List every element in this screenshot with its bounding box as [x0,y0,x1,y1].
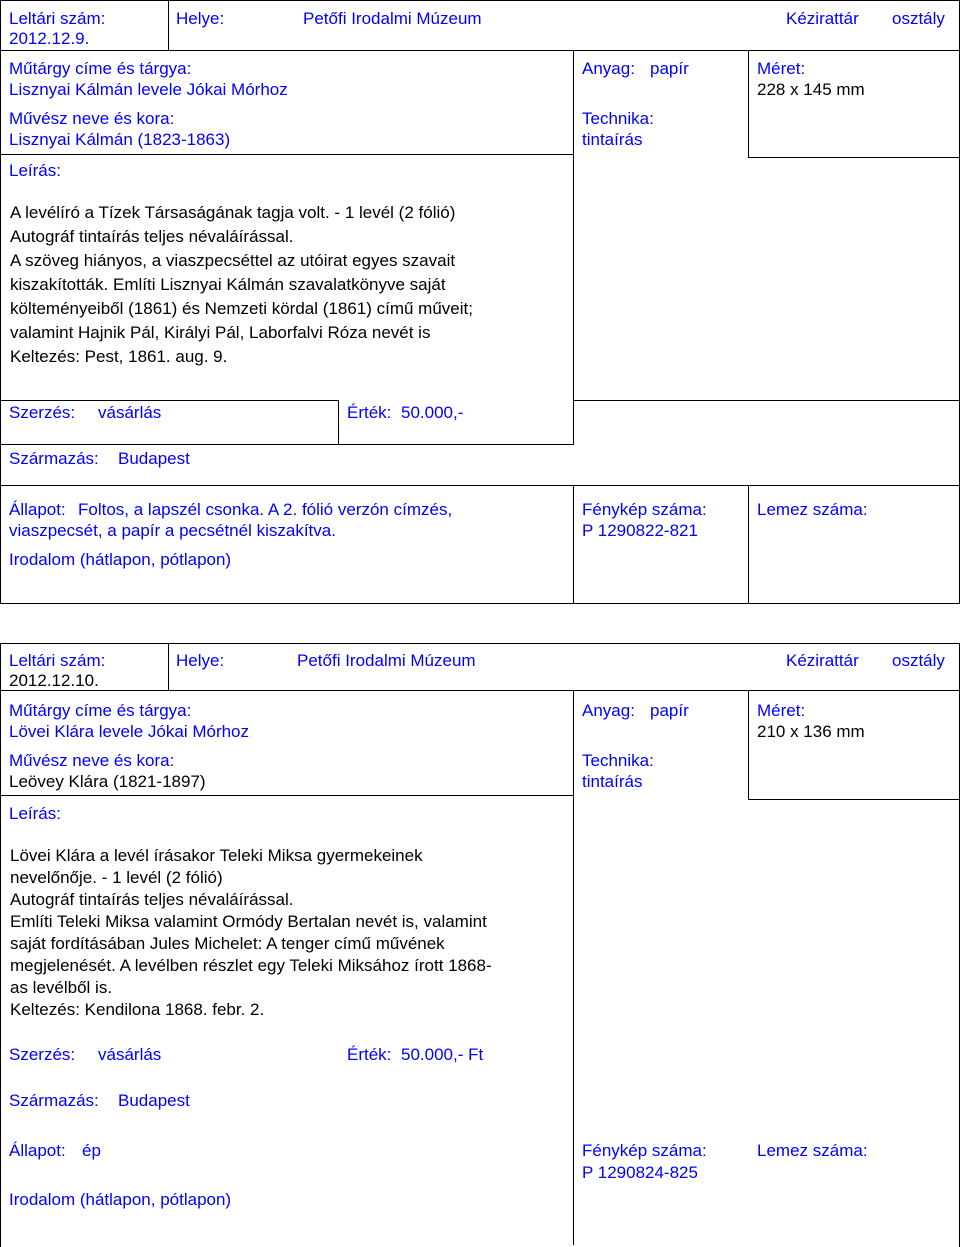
plate-label: Lemez száma: [757,1141,868,1160]
inventory-number: 2012.12.10. [9,671,99,690]
value-label: Érték: [347,403,392,422]
condition-label: Állapot: [9,1141,66,1160]
inventory-label: Leltári szám: [9,651,106,670]
institution-name: Petőfi Irodalmi Múzeum [303,9,482,28]
description-line: valamint Hajnik Pál, Királyi Pál, Laborfalvi Róza nevét is [10,323,431,342]
description-text [10,201,473,369]
condition-text: viaszpecsét, a papír a pecsétnél kiszakítva. [9,521,336,540]
description-line: Keltezés: Kendilona 1868. febr. 2. [10,1000,265,1019]
acquisition-value: vásárlás [98,1045,162,1064]
value-amount: 50.000,- [401,403,464,422]
material-label: Anyag: [582,701,635,720]
photo-label: Fénykép száma: [582,1141,707,1160]
department-suffix: osztály [892,9,945,28]
material-value: papír [650,701,689,720]
origin-label: Származás: [9,1091,99,1110]
description-line: Keltezés: Pest, 1861. aug. 9. [10,347,228,366]
size-label: Méret: [757,701,806,720]
description-line: A szöveg hiányos, a viaszpecséttel az utóirat egyes szavait [10,251,456,270]
description-label: Leírás: [9,804,61,823]
description-line: megjelenését. A levélben részlet egy Teleki Miksához írott 1868- [10,956,492,975]
object-label: Műtárgy címe és tárgya: [9,701,192,720]
description-label: Leírás: [9,161,61,180]
record-card-1 [0,0,960,604]
object-title: Lisznyai Kálmán levele Jókai Mórhoz [9,80,288,99]
acquisition-label: Szerzés: [9,1045,76,1064]
description-line: Autográf tintaírás teljes névaláírással. [10,890,294,909]
value-label: Érték: [347,1045,392,1064]
location-label: Helye: [176,651,225,670]
condition-text: Foltos, a lapszél csonka. A 2. fólió verzón címzés, [78,500,453,519]
condition-label: Állapot: [9,500,66,519]
size-value: 210 x 136 mm [757,722,865,741]
technique-value: tintaírás [582,772,643,791]
description-line: as levélből is. [10,978,113,997]
description-line: kiszakították. Említi Lisznyai Kálmán szavalatkönyve saját [10,275,446,294]
photo-number: P 1290824-825 [582,1163,698,1182]
photo-number: P 1290822-821 [582,521,698,540]
artist-label: Művész neve és kora: [9,751,175,770]
literature-label: Irodalom (hátlapon, pótlapon) [9,550,232,569]
acquisition-label: Szerzés: [9,403,76,422]
description-line: Említi Teleki Miksa valamint Ormódy Bertalan nevét is, valamint [10,912,487,931]
literature-label: Irodalom (hátlapon, pótlapon) [9,1190,232,1209]
origin-value: Budapest [118,1091,190,1110]
technique-label: Technika: [582,109,654,128]
technique-label: Technika: [582,751,654,770]
department-name: Kézirattár [786,651,859,670]
record-card-2 [0,643,960,1247]
object-label: Műtárgy címe és tárgya: [9,59,192,78]
plate-label: Lemez száma: [757,500,868,519]
description-line: költeményeiből (1861) és Nemzeti kördal (1861) című műveit; [10,299,473,318]
description-line: A levélíró a Tízek Társaságának tagja volt. - 1 levél (2 fólió) [10,203,456,222]
origin-label: Származás: [9,449,99,468]
artist-name: Leövey Klára (1821-1897) [9,772,206,791]
object-title: Lövei Klára levele Jókai Mórhoz [9,722,250,741]
condition-text: ép [82,1141,101,1160]
value-amount: 50.000,- Ft [401,1045,484,1064]
description-line: Lövei Klára a levél írásakor Teleki Miksa gyermekeinek [10,846,423,865]
acquisition-value: vásárlás [98,403,162,422]
department-name: Kézirattár [786,9,859,28]
photo-label: Fénykép száma: [582,500,707,519]
material-label: Anyag: [582,59,635,78]
origin-value: Budapest [118,449,190,468]
artist-name: Lisznyai Kálmán (1823-1863) [9,130,231,149]
location-label: Helye: [176,9,225,28]
description-line: saját fordításában Jules Michelet: A tenger című művének [10,934,445,953]
department-suffix: osztály [892,651,945,670]
description-line: nevelőnője. - 1 levél (2 fólió) [10,868,223,887]
size-value: 228 x 145 mm [757,80,865,99]
artist-label: Művész neve és kora: [9,109,175,128]
inventory-number: 2012.12.9. [9,29,90,48]
material-value: papír [650,59,689,78]
description-line: Autográf tintaírás teljes névaláírással. [10,227,294,246]
institution-name: Petőfi Irodalmi Múzeum [297,651,476,670]
size-label: Méret: [757,59,806,78]
description-text [10,845,492,1021]
inventory-label: Leltári szám: [9,9,106,28]
technique-value: tintaírás [582,130,643,149]
